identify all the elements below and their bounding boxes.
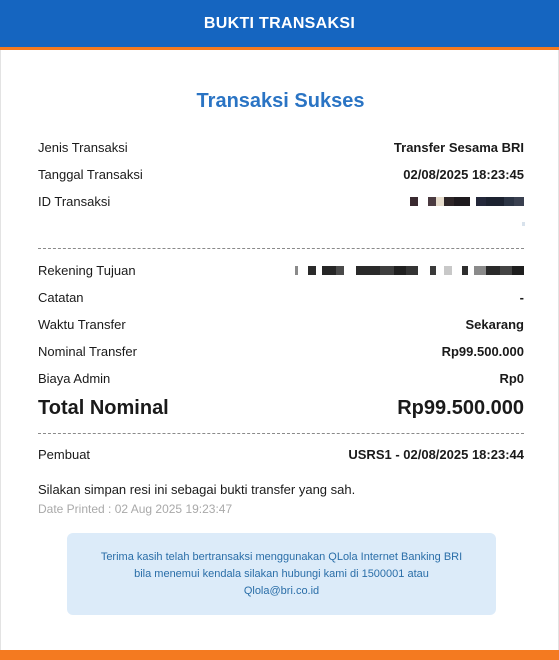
creator-row	[38, 444, 524, 464]
detail-row-jenis	[38, 137, 524, 157]
total-row	[38, 394, 524, 422]
info-line: Terima kasih telah bertransaksi menggunakan QLola Internet Banking BRI	[100, 550, 463, 563]
detail-label: ID Transaksi	[38, 193, 111, 209]
total-label: Total Nominal	[38, 396, 169, 419]
info-box	[67, 533, 496, 615]
header-title: BUKTI TRANSAKSI	[203, 14, 356, 32]
transfer-label: Catatan	[38, 289, 84, 305]
creator-label: Pembuat	[38, 446, 91, 462]
detail-row-tanggal	[38, 164, 524, 184]
detail-value: Transfer Sesama BRI	[393, 139, 524, 155]
masked-fragment	[522, 222, 525, 226]
info-line: bila menemui kendala silakan hubungi kami di 1500001 atau	[134, 567, 429, 580]
transfer-value: Rp0	[499, 370, 524, 386]
date-printed: Date Printed : 02 Aug 2025 19:23:47	[38, 502, 233, 516]
header-bar	[0, 0, 559, 50]
masked-account	[295, 266, 524, 275]
footer-bar	[0, 650, 559, 660]
total-value: Rp99.500.000	[397, 396, 524, 419]
detail-value: 02/08/2025 18:23:45	[403, 166, 524, 182]
transfer-value: Sekarang	[465, 316, 524, 332]
info-email: Qlola@bri.co.id	[243, 584, 320, 597]
receipt-card	[0, 50, 559, 650]
detail-row-id	[38, 191, 524, 211]
transfer-label: Nominal Transfer	[38, 343, 137, 359]
transfer-row-catatan	[38, 287, 524, 307]
transfer-value: Rp99.500.000	[441, 343, 524, 359]
detail-label: Jenis Transaksi	[38, 139, 128, 155]
receipt-note: Silakan simpan resi ini sebagai bukti transfer yang sah.	[38, 482, 356, 497]
transfer-row-rekening	[38, 260, 524, 280]
transfer-row-nominal	[38, 341, 524, 361]
transfer-row-biaya	[38, 368, 524, 388]
transfer-label: Biaya Admin	[38, 370, 111, 386]
status-title: Transaksi Sukses	[196, 90, 365, 112]
transfer-label: Rekening Tujuan	[38, 262, 136, 278]
section-divider	[38, 248, 524, 249]
detail-label: Tanggal Transaksi	[38, 166, 143, 182]
transfer-value: -	[519, 289, 524, 305]
creator-value: USRS1 - 02/08/2025 18:23:44	[348, 446, 524, 462]
section-divider	[38, 433, 524, 434]
transfer-row-waktu	[38, 314, 524, 334]
transfer-label: Waktu Transfer	[38, 316, 126, 332]
masked-transaction-id	[410, 197, 524, 206]
